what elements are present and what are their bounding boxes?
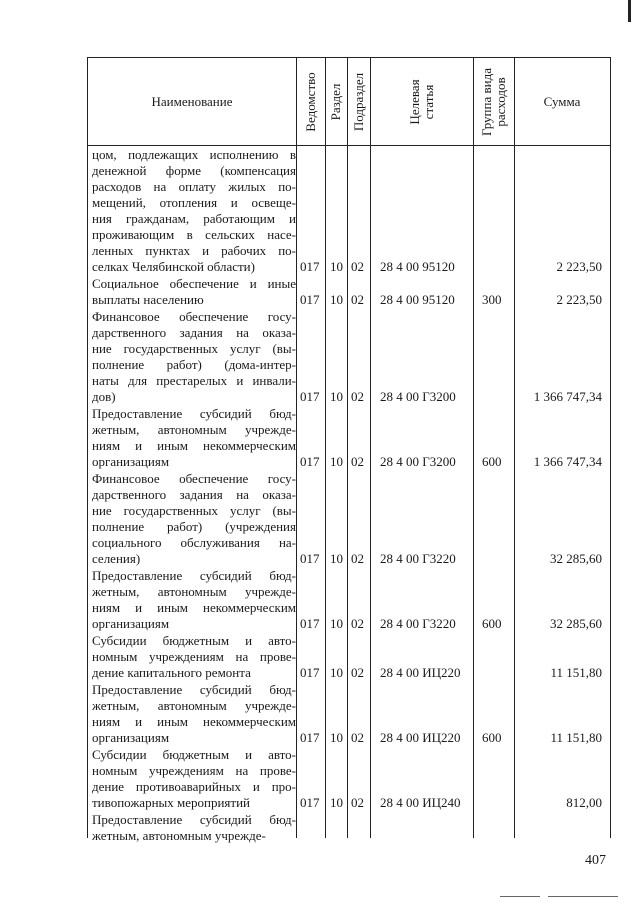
description-line: проживающим в сельских насе- [92, 227, 296, 242]
description-line: Предоставление субсидий бюд- [92, 568, 296, 583]
cell-tselevaya: 28 4 00 Г3200 [380, 389, 456, 404]
cell-tselevaya: 28 4 00 ИЦ220 [380, 665, 461, 680]
table-row [88, 147, 610, 275]
description-line: ниям и иным некоммерческим [92, 600, 296, 615]
table-row [88, 309, 610, 405]
table-row [88, 633, 610, 681]
header-gruppa-cell [473, 58, 514, 145]
cell-ved: 017 [300, 259, 320, 274]
cell-ved: 017 [300, 292, 320, 307]
description-line: ние государственных услуг (вы- [92, 341, 296, 356]
cell-summa: 1 366 747,34 [533, 454, 602, 469]
description-line: дарственного задания на оказа- [92, 325, 296, 340]
description-line: Финансовое обеспечение госу- [92, 309, 296, 324]
cell-podrazdel: 02 [351, 665, 364, 680]
table-row [88, 747, 610, 811]
table-row [88, 682, 610, 746]
header-summa: Сумма [543, 93, 581, 109]
cell-razdel: 10 [330, 795, 343, 810]
description-line: дение капитального ремонта [92, 665, 251, 680]
table-header [88, 58, 610, 146]
description-line: жетным, автономным учрежде- [92, 584, 296, 599]
header-vedomstvo-cell [296, 58, 325, 145]
table-row [88, 812, 610, 844]
header-summa-cell [514, 58, 610, 145]
row-description [92, 812, 296, 844]
header-podrazdel: Подраздел [350, 72, 366, 131]
description-line: Предоставление субсидий бюд- [92, 812, 296, 827]
description-line: социального обслуживания на- [92, 535, 296, 550]
row-description [92, 568, 296, 632]
table-row [88, 568, 610, 632]
cell-razdel: 10 [330, 730, 343, 745]
description-line: наты для престарелых и инвали- [92, 373, 296, 388]
description-line: полнение работ) (дома-интер- [92, 357, 296, 372]
cell-podrazdel: 02 [351, 551, 364, 566]
description-line: цом, подлежащих исполнению в [92, 147, 296, 162]
bottom-rule [548, 896, 618, 897]
row-description [92, 276, 296, 308]
table-row [88, 276, 610, 308]
row-description [92, 682, 296, 746]
description-line: ниям и иным некоммерческим [92, 714, 296, 729]
description-line: селения) [92, 551, 141, 566]
cell-ved: 017 [300, 454, 320, 469]
header-podrazdel-cell [347, 58, 370, 145]
cell-gruppa: 600 [482, 616, 502, 631]
table-row [88, 406, 610, 470]
cell-summa: 2 223,50 [556, 292, 602, 307]
cell-gruppa: 300 [482, 292, 502, 307]
description-line: полнение работ) (учреждения [92, 519, 296, 534]
cell-razdel: 10 [330, 454, 343, 469]
budget-table [87, 57, 611, 843]
header-tselevaya [408, 79, 436, 124]
cell-gruppa: 600 [482, 730, 502, 745]
page-number: 407 [585, 853, 606, 868]
description-line: номным учреждениям на прове- [92, 763, 296, 778]
cell-ved: 017 [300, 730, 320, 745]
cell-tselevaya: 28 4 00 Г3220 [380, 551, 456, 566]
cell-tselevaya: 28 4 00 ИЦ240 [380, 795, 461, 810]
cell-tselevaya: 28 4 00 95120 [380, 292, 455, 307]
cell-summa: 32 285,60 [550, 616, 602, 631]
description-line: организациям [92, 730, 170, 745]
cell-tselevaya: 28 4 00 ИЦ220 [380, 730, 461, 745]
cell-podrazdel: 02 [351, 795, 364, 810]
header-gruppa-line-1: Группа вида [478, 67, 494, 136]
bottom-rule [500, 896, 540, 897]
header-tselevaya-line-1: Целевая [406, 78, 422, 125]
cell-ved: 017 [300, 795, 320, 810]
description-line: тивопожарных мероприятий [92, 795, 250, 810]
cell-ved: 017 [300, 389, 320, 404]
description-line: Субсидии бюджетным и авто- [92, 633, 296, 648]
description-line: выплаты населению [92, 292, 204, 307]
row-description [92, 406, 296, 470]
description-line: расходов на оплату жилых по- [92, 179, 296, 194]
description-line: жетным, автономным учрежде- [92, 698, 296, 713]
row-description [92, 147, 296, 275]
row-description [92, 747, 296, 811]
description-line: Социальное обеспечение и иные [92, 276, 296, 291]
description-line: ниям и иным некоммерческим [92, 438, 296, 453]
cell-razdel: 10 [330, 616, 343, 631]
description-line: дение противоаварийных и про- [92, 779, 296, 794]
cell-tselevaya: 28 4 00 Г3200 [380, 454, 456, 469]
cell-razdel: 10 [330, 292, 343, 307]
description-line: Предоставление субсидий бюд- [92, 682, 296, 697]
description-line: ленных пунктах и рабочих по- [92, 243, 296, 258]
cell-summa: 32 285,60 [550, 551, 602, 566]
header-tselevaya-cell [370, 58, 473, 145]
description-line: дарственного задания на оказа- [92, 487, 296, 502]
description-line: мещений, отопления и освеще- [92, 195, 296, 210]
cell-podrazdel: 02 [351, 389, 364, 404]
description-line: Предоставление субсидий бюд- [92, 406, 296, 421]
description-line: ния гражданам, работающим и [92, 211, 296, 226]
cell-razdel: 10 [330, 665, 343, 680]
header-gruppa-line-2: расходов [492, 76, 508, 127]
row-description [92, 309, 296, 405]
description-line: номным учреждениям на прове- [92, 649, 296, 664]
header-gruppa [480, 68, 508, 136]
cell-gruppa: 600 [482, 454, 502, 469]
header-name: Наименование [151, 93, 233, 109]
row-description [92, 633, 296, 681]
header-tselevaya-line-2: статья [420, 84, 436, 119]
cell-summa: 11 151,80 [550, 665, 602, 680]
row-description [92, 471, 296, 567]
description-line: денежной форме (компенсация [92, 163, 296, 178]
description-line: организациям [92, 454, 170, 469]
cell-razdel: 10 [330, 551, 343, 566]
cell-podrazdel: 02 [351, 616, 364, 631]
description-line: Финансовое обеспечение госу- [92, 471, 296, 486]
header-vedomstvo: Ведомство [302, 71, 318, 132]
cell-summa: 11 151,80 [550, 730, 602, 745]
cell-tselevaya: 28 4 00 Г3220 [380, 616, 456, 631]
cell-summa: 812,00 [566, 795, 602, 810]
header-razdel-cell [325, 58, 347, 145]
cell-summa: 2 223,50 [556, 259, 602, 274]
header-name-cell [88, 58, 296, 145]
cell-ved: 017 [300, 551, 320, 566]
description-line: Субсидии бюджетным и авто- [92, 747, 296, 762]
description-line: жетным, автономным учрежде- [92, 422, 296, 437]
cell-podrazdel: 02 [351, 259, 364, 274]
cell-tselevaya: 28 4 00 95120 [380, 259, 455, 274]
cell-razdel: 10 [330, 389, 343, 404]
description-line: организациям [92, 616, 170, 631]
cell-summa: 1 366 747,34 [533, 389, 602, 404]
scan-edge-mark [628, 0, 631, 22]
description-line: дов) [92, 389, 116, 404]
cell-razdel: 10 [330, 259, 343, 274]
cell-podrazdel: 02 [351, 292, 364, 307]
cell-ved: 017 [300, 616, 320, 631]
description-line: селках Челябинской области) [92, 259, 255, 274]
header-razdel: Раздел [328, 83, 343, 120]
description-line: жетным, автономным учрежде- [92, 828, 266, 843]
cell-podrazdel: 02 [351, 454, 364, 469]
description-line: ние государственных услуг (вы- [92, 503, 296, 518]
cell-ved: 017 [300, 665, 320, 680]
cell-podrazdel: 02 [351, 730, 364, 745]
table-row [88, 471, 610, 567]
